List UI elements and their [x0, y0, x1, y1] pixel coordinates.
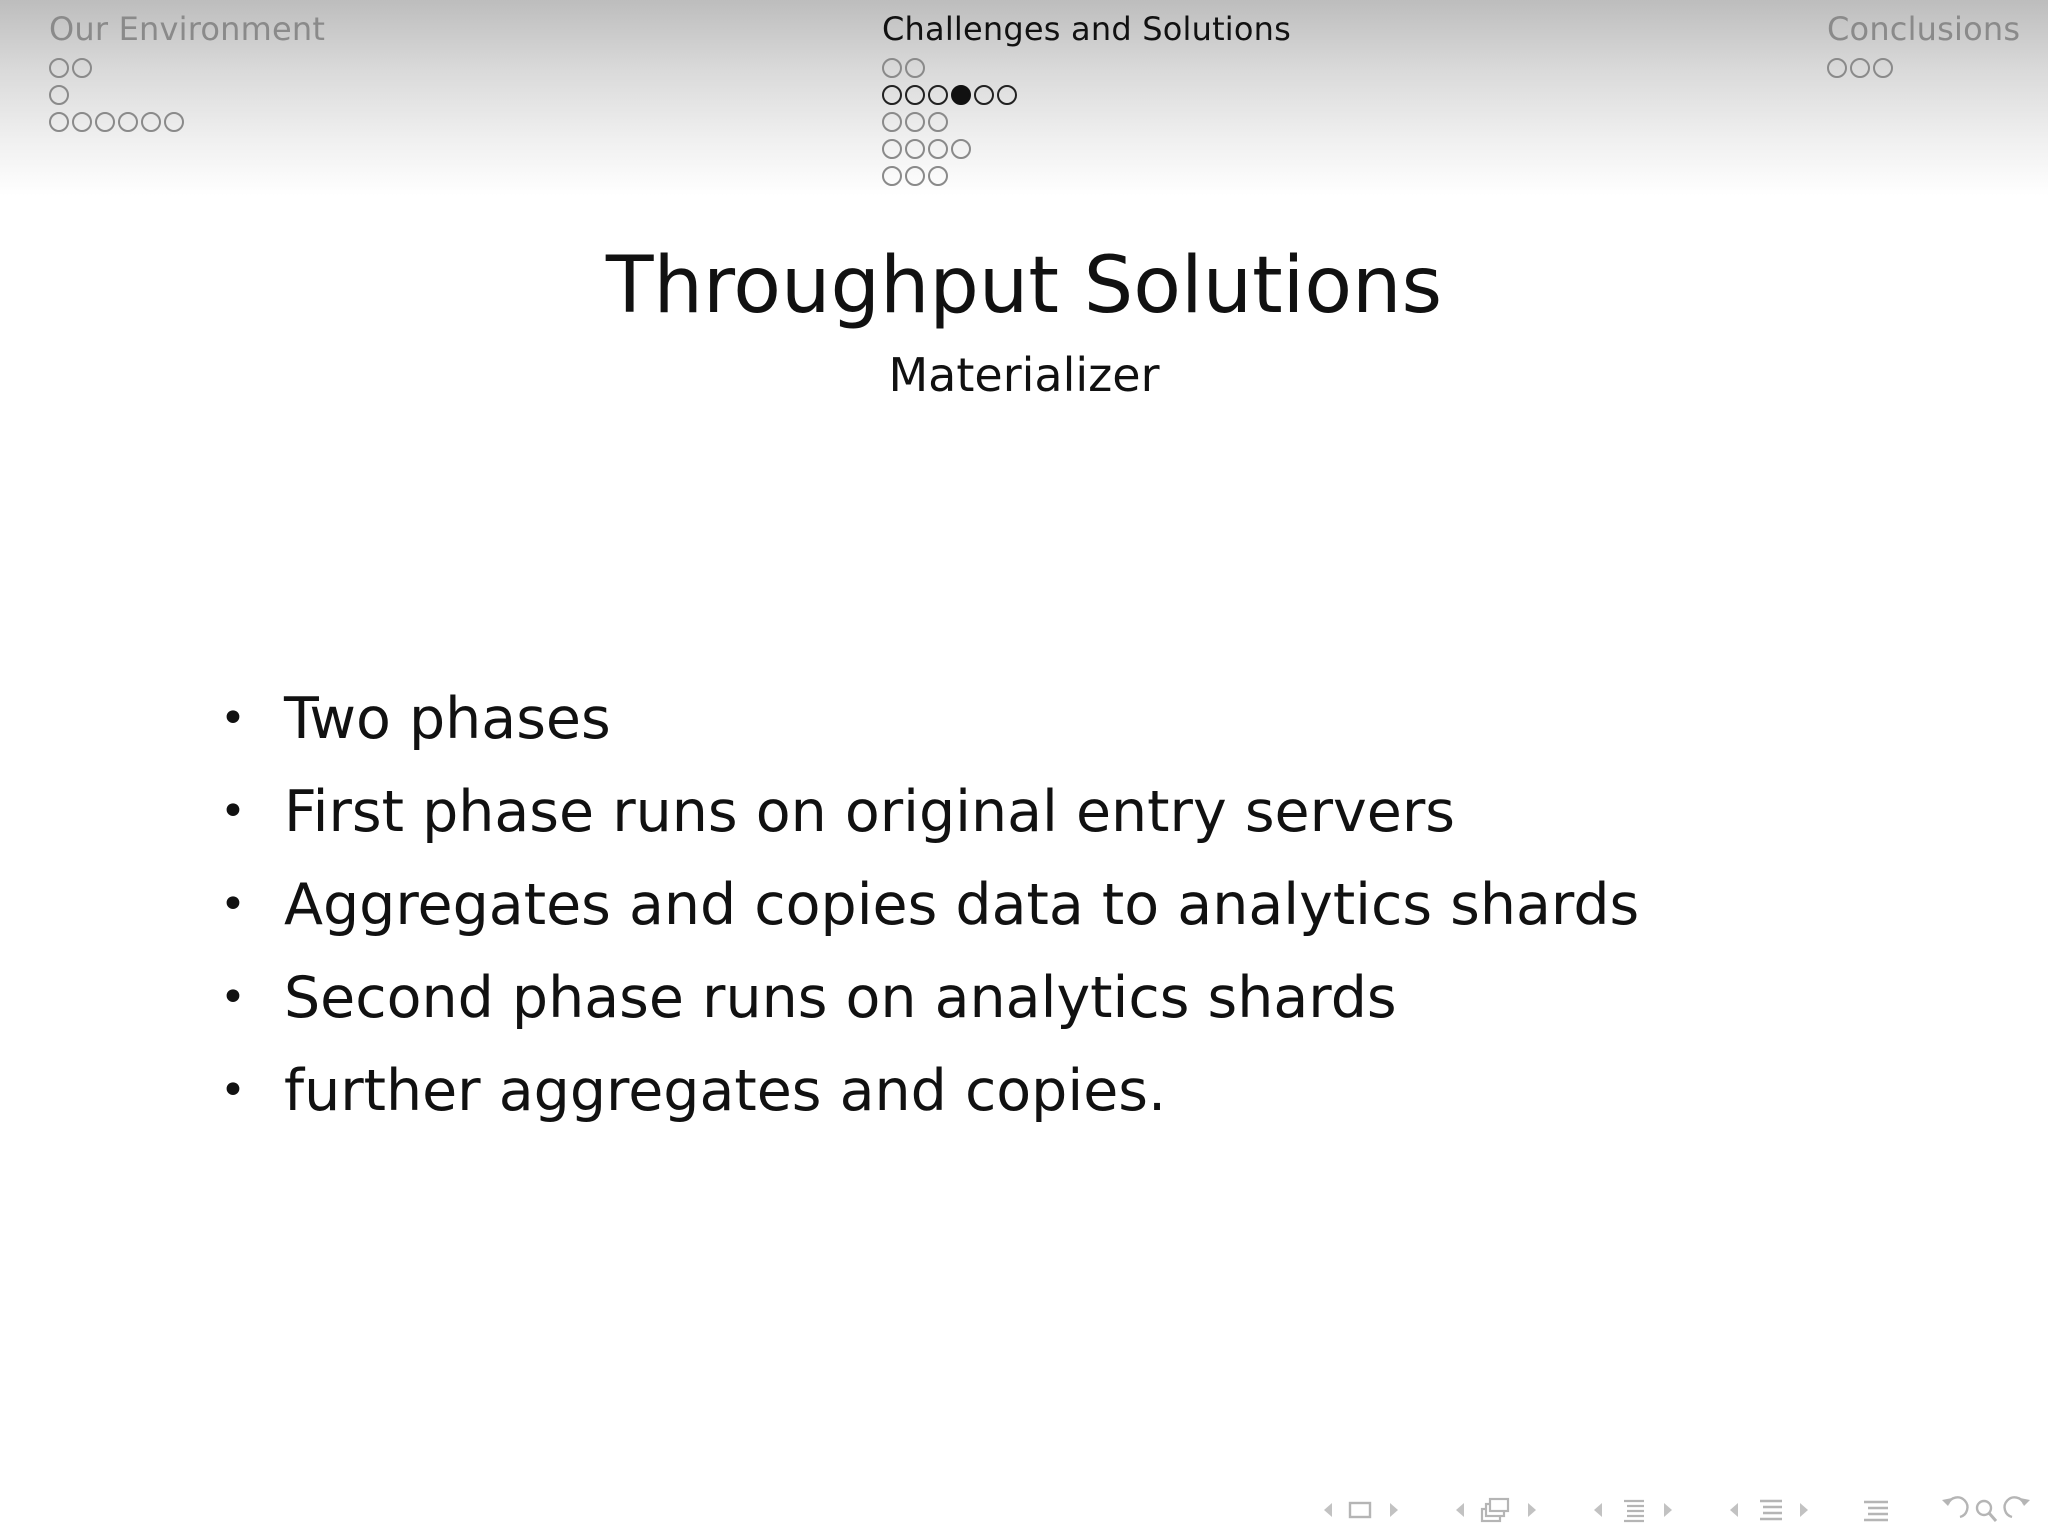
frame-dot-icon[interactable]	[905, 58, 925, 78]
frame-dot-icon[interactable]	[49, 58, 69, 78]
frame-dot-icon[interactable]	[72, 58, 92, 78]
subsection-dot-row	[882, 135, 1291, 162]
subsection-nav-icon[interactable]	[1590, 1493, 1680, 1527]
frame-dot-icon[interactable]	[882, 85, 902, 105]
frame-dot-icon[interactable]	[1827, 58, 1847, 78]
frame-dot-icon[interactable]	[882, 112, 902, 132]
bullet-icon: •	[220, 692, 246, 744]
frame-dot-icon[interactable]	[141, 112, 161, 132]
frame-dot-icon[interactable]	[1850, 58, 1870, 78]
subsection-dots	[49, 54, 325, 135]
bullet-item	[220, 858, 1639, 951]
frame-dot-icon[interactable]	[49, 85, 69, 105]
frame-dot-icon[interactable]	[882, 139, 902, 159]
bullet-text: Two phases	[284, 685, 611, 752]
subsection-dot-row	[49, 108, 325, 135]
current-frame-dot-icon[interactable]	[951, 85, 971, 105]
subsection-dot-row	[882, 81, 1291, 108]
slide-nav-icon[interactable]	[1320, 1495, 1406, 1525]
frame-nav-icon[interactable]	[1452, 1493, 1544, 1527]
section-nav-icon[interactable]	[1726, 1493, 1816, 1527]
subsection-dot-row	[49, 54, 325, 81]
bullet-text: Second phase runs on analytics shards	[284, 964, 1397, 1031]
subsection-dot-row	[882, 162, 1291, 189]
bullet-item	[220, 765, 1639, 858]
frame-dot-icon[interactable]	[905, 139, 925, 159]
bullet-icon: •	[220, 785, 246, 837]
subsection-dot-row	[882, 108, 1291, 135]
frame-dot-icon[interactable]	[997, 85, 1017, 105]
toc-icon[interactable]	[1862, 1493, 1890, 1527]
frame-dot-icon[interactable]	[882, 58, 902, 78]
frame-dot-icon[interactable]	[72, 112, 92, 132]
navigation-symbols	[1300, 1490, 2036, 1530]
frame-dot-icon[interactable]	[974, 85, 994, 105]
frame-dot-icon[interactable]	[49, 112, 69, 132]
nav-section-challenges-and-solutions[interactable]	[882, 8, 1291, 189]
nav-section-title[interactable]: Our Environment	[49, 10, 326, 48]
bullet-item	[220, 951, 1639, 1044]
bullet-icon: •	[220, 971, 246, 1023]
bullet-item	[220, 672, 1639, 765]
frame-dot-icon[interactable]	[164, 112, 184, 132]
bullet-icon: •	[220, 1064, 246, 1116]
nav-section-conclusions[interactable]	[1827, 8, 2020, 81]
navigation-header	[0, 0, 2048, 196]
frame-dot-icon[interactable]	[882, 166, 902, 186]
bullet-item	[220, 1044, 1639, 1137]
frame-dot-icon[interactable]	[928, 139, 948, 159]
nav-section-title[interactable]: Challenges and Solutions	[882, 10, 1292, 48]
bullet-text: First phase runs on original entry servers	[284, 778, 1455, 845]
subsection-dot-row	[49, 81, 325, 108]
frame-subtitle: Materializer	[888, 348, 1160, 402]
subsection-dot-row	[882, 54, 1291, 81]
frame-title: Throughput Solutions	[605, 241, 1443, 331]
bullet-list	[220, 672, 1639, 1137]
frame-dot-icon[interactable]	[905, 85, 925, 105]
frame-dot-icon[interactable]	[1873, 58, 1893, 78]
frame-dot-icon[interactable]	[118, 112, 138, 132]
search-icon[interactable]	[1936, 1493, 2036, 1527]
nav-section-our-environment[interactable]	[49, 8, 325, 135]
frame-dot-icon[interactable]	[905, 166, 925, 186]
bullet-text: Aggregates and copies data to analytics shards	[284, 871, 1640, 938]
subsection-dots	[1827, 54, 2020, 81]
bullet-icon: •	[220, 878, 246, 930]
subsection-dots	[882, 54, 1291, 189]
nav-section-title[interactable]: Conclusions	[1827, 10, 2021, 48]
frame-dot-icon[interactable]	[951, 139, 971, 159]
bullet-text: further aggregates and copies.	[284, 1057, 1167, 1124]
frame-dot-icon[interactable]	[928, 166, 948, 186]
frame-dot-icon[interactable]	[928, 85, 948, 105]
frame-dot-icon[interactable]	[905, 112, 925, 132]
frame-dot-icon[interactable]	[928, 112, 948, 132]
subsection-dot-row	[1827, 54, 2020, 81]
frame-dot-icon[interactable]	[95, 112, 115, 132]
